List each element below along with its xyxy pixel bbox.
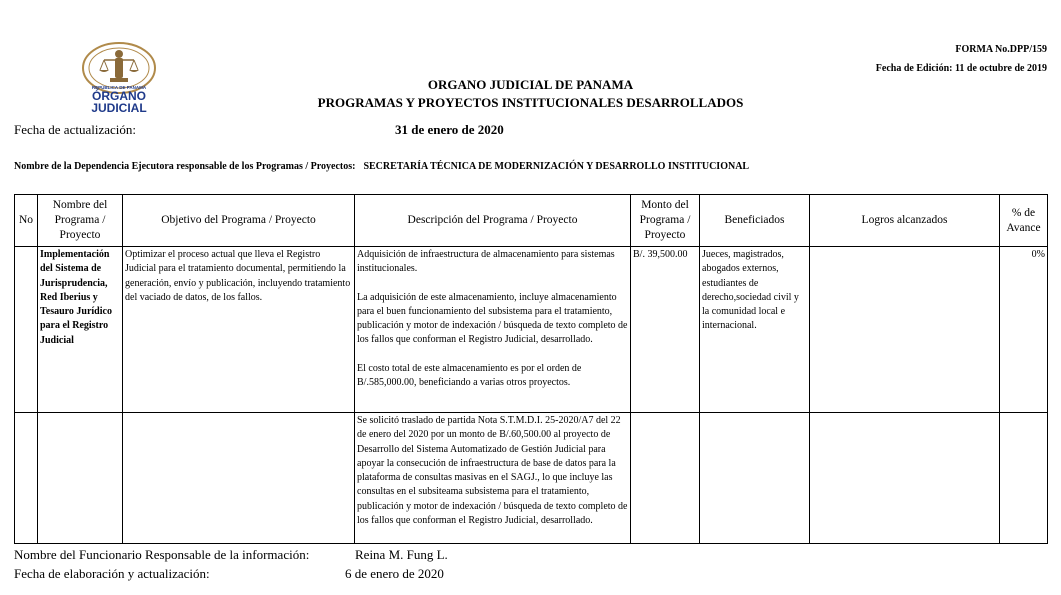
description-paragraph: La adquisición de este almacenamiento, incluye almacenamiento para el buen funcionamiento del subsistema para el tratamiento, publicación y motor de indexación / búsqueda de texto completo de los fallos que conforman el Registro Judicial, desarrollado.	[357, 291, 628, 346]
cell-progress	[1000, 413, 1048, 544]
cell-achievements	[810, 247, 1000, 413]
update-date-value: 31 de enero de 2020	[395, 122, 504, 137]
official-value: Reina M. Fung L.	[355, 547, 448, 562]
dependency-line	[14, 161, 749, 172]
col-header-description: Descripción del Programa / Proyecto	[355, 195, 631, 247]
table-header-row	[15, 195, 1048, 247]
cell-beneficiaries: Jueces, magistrados, abogados externos, estudiantes de derecho,sociedad civil y la comunidad local e internacional.	[700, 247, 810, 413]
col-header-objective: Objetivo del Programa / Proyecto	[123, 195, 355, 247]
cell-description	[355, 247, 631, 413]
col-header-achievements: Logros alcanzados	[810, 195, 1000, 247]
official-label: Nombre del Funcionario Responsable de la información:	[14, 547, 310, 562]
cell-progress: 0%	[1000, 247, 1048, 413]
col-header-progress: % de Avance	[1000, 195, 1048, 247]
dependency-label: Nombre de la Dependencia Ejecutora responsable de los Programas / Proyectos:	[14, 161, 356, 172]
logo-text-bottom: JUDICIAL	[91, 101, 147, 114]
page-subtitle: PROGRAMAS Y PROYECTOS INSTITUCIONALES DESARROLLADOS	[317, 95, 744, 110]
cell-achievements	[810, 413, 1000, 544]
table-row	[15, 247, 1048, 413]
cell-amount	[631, 413, 700, 544]
cell-project-name	[38, 413, 123, 544]
elaboration-date-label: Fecha de elaboración y actualización:	[14, 566, 210, 581]
description-paragraph: Adquisición de infraestructura de almacenamiento para sistemas institucionales.	[357, 249, 615, 275]
col-header-amount: Monto del Programa / Proyecto	[631, 195, 700, 247]
cell-description	[355, 413, 631, 544]
cell-beneficiaries	[700, 413, 810, 544]
col-header-beneficiaries: Beneficiados	[700, 195, 810, 247]
form-code: FORMA No.DPP/159	[955, 44, 1047, 55]
edition-date: Fecha de Edición: 11 de octubre de 2019	[875, 63, 1047, 74]
col-header-name: Nombre del Programa / Proyecto	[38, 195, 123, 247]
cell-no	[15, 413, 38, 544]
logo-text-mid: ÓRGANO	[92, 89, 146, 103]
description-paragraph: Se solicitó traslado de partida Nota S.T.M.D.I. 25-2020/A7 del 22 de enero del 2020 por un monto de B/.60,500.00 al proyecto de Desarrollo del Sistema Automatizado de Gestión Judicial para apoyar la consecución de infraestructura de base de datos para la plataforma de consultas masivas en el SAGJ., lo que incluye las consultas en el subsiteama subsistema para el tratamiento, publicación y motor de indexación / búsqueda de texto completo de los fallos que conforman el Registro Judicial, desarrollado.	[357, 415, 628, 527]
table-row	[15, 413, 1048, 544]
cell-project-name: Implementación del Sistema de Jurisprudencia, Red Iberius y Tesauro Jurídico para el Registro Judicial	[38, 247, 123, 413]
dependency-value: SECRETARÍA TÉCNICA DE MODERNIZACIÓN Y DESARROLLO INSTITUCIONAL	[363, 161, 750, 172]
update-date-label: Fecha de actualización:	[14, 122, 136, 137]
page-title: ORGANO JUDICIAL DE PANAMA	[427, 77, 634, 92]
cell-no	[15, 247, 38, 413]
description-paragraph: El costo total de este almacenamiento es por el orden de B/.585,000.00, beneficiando a varias otros proyectos.	[357, 362, 582, 389]
col-header-no: No	[15, 195, 38, 247]
projects-table	[14, 194, 1048, 544]
elaboration-date-value: 6 de enero de 2020	[345, 566, 444, 581]
logo-text-top: REPÚBLICA DE PANAMÁ	[91, 85, 147, 90]
cell-amount: B/. 39,500.00	[631, 247, 700, 413]
cell-objective	[123, 413, 355, 544]
cell-objective: Optimizar el proceso actual que lleva el Registro Judicial para el tratamiento documental, permitiendo la generación, envío y publicación, incluyendo tratamiento del vaciado de datos, de los fallos.	[123, 247, 355, 413]
